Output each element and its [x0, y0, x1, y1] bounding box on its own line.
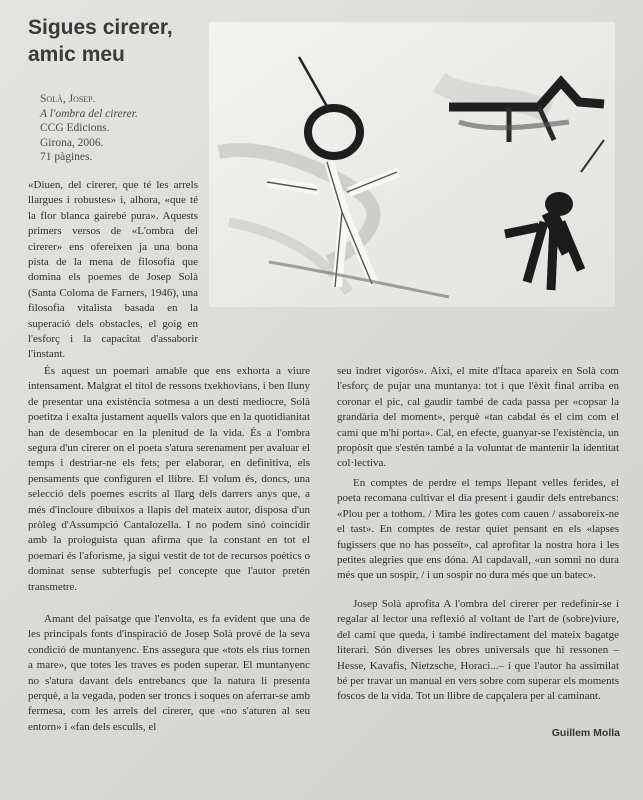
bibliographic-reference — [40, 92, 200, 165]
title-line-2: amic meu — [28, 43, 125, 66]
intro-paragraph: «Diuen, del cirerer, que té les arrels llargues i robustes» i, alhora, «que té la flor blanca gairebé pura». Aquests primers versos de «L'ombra del cirerer» ens ofereixen ja una bona pista de la mena de filosofia que domina els poemes de Josep Solà (Santa Coloma de Farners, 1946), una filosofia vitalista basada en la superació dels obstacles, el goig en l'esforç i la capacitat d'assaborir l'instant. — [28, 179, 198, 361]
book-author: Solà, Josep. — [40, 93, 96, 105]
book-title: A l'ombra del cirerer. — [40, 107, 138, 120]
ink-drawing-figures-icon — [209, 22, 615, 307]
title-line-1: Sigues cirerer, — [28, 16, 173, 39]
article-paragraph-3: seu indret vigorós». Així, el mite d'Ítaca apareix en Solà com l'esforç de pujar una muntanya: tot i que l'èxit final arriba en coronar el pic, cal gaudir també de cada passa per «copsar la grandària del moment», perquè «tan cabdal és el cim com el camí que m'hi porta». Cal, en efecte, guanyar-se l'existència, un propòsit que s'estén també a la voluntat de mantenir la identitat col·lectiva. — [337, 365, 619, 470]
illustration-drawing — [209, 22, 615, 307]
article-paragraph-2: Amant del paisatge que l'envolta, es fa evident que una de les principals fonts d'inspiració de Josep Solà prové de la seva condició de muntanyenc. Ens assegura que «tots els rius tornen a mare», que totes les traves es poden superar. El muntanyenc no s'atura davant dels entrebancs que la natura li presenta perquè, a la vegada, poden ser troncs i soques on aferrar-se amb fermesa, com les arrels del cirerer, que «no s'aturen al seu entorn» i «fan dels esculls, el — [28, 613, 310, 733]
article-title — [28, 14, 208, 68]
book-place-year: Girona, 2006. — [40, 136, 104, 149]
article-paragraph-4: En comptes de perdre el temps llepant velles ferides, el poeta recomana cultivar el dia present i gaudir dels entrebancs: «Plou per a tothom. / Mira les gotes com cauen / assaboreix-ne el tast». En comptes de restar quiet pensant en els «lapses fugissers que no has posseït», cal aprofitar la nostra hora i les petites alegries que ens dóna. Al capdavall, «un somni no dura més que un sospir, / i un sospir no dura més que un batec». — [337, 477, 619, 582]
author-signature: Guillem Molla — [551, 727, 620, 739]
article-paragraph-5: Josep Solà aprofita A l'ombra del cirerer per redefinir-se i regalar al lector una reflexió al voltant de l'art de (sobre)viure, del camí que queda, i també indirectament del mateix bagatge literari. Són diverses les obres universals que hi ressonen –Hesse, Kavafis, Nietzsche, Horaci...– i que l'autor ha assimilat bé per travar un manual en vers sobre com superar els moments foscos de la vida. Tot un llibre de capçalera per al caminant. — [337, 598, 619, 703]
article-paragraph-1: És aquest un poemari amable que ens exhorta a viure intensament. Malgrat el títol de ressons txekhovians, i ben lluny de presentar una existència sotmesa a un destí mediocre, Solà poetitza i exalta justament aquells valors que en la quotidianitat han de desembocar en la plenitud de la vida. És a l'ombra segura d'un cirerer on el poeta s'atura serenament per avaluar el temps i destriar-ne els fets; per elaborar, en definitiva, els pensaments que configuren el llibre. El volum és, doncs, una selecció dels poemes escrits al llarg dels darrers anys que, a més d'incloure dibuixos a llapis del mateix autor, disposa d'un pròleg d'Assumpció Cantalozella. I no podem sinó coincidir amb la prologuista quan afirma que la constant en tot el poemari és l'aforisme, ja sigui vestit de tot de recursos poètics o dominat sense subterfugis pel concepte que l'autor pretén transmetre. — [28, 365, 310, 593]
book-publisher: CCG Edicions. — [40, 122, 110, 134]
book-pages: 71 pàgines. — [40, 151, 93, 163]
